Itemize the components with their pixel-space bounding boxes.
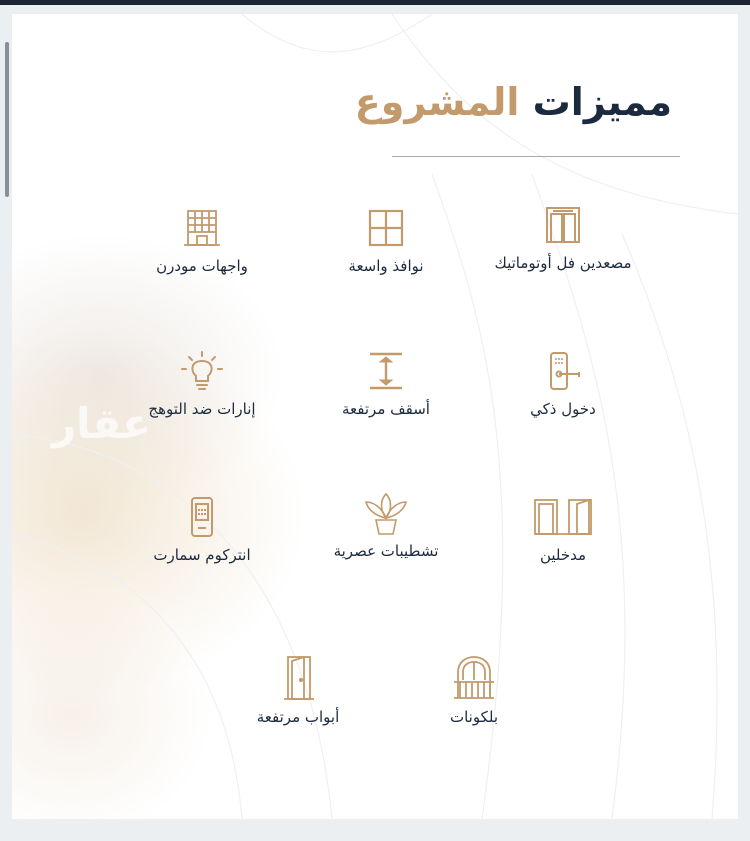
light-bulb-icon — [178, 350, 226, 394]
feature-label: إنارات ضد التوهج — [148, 400, 256, 418]
feature-anti-glare-lights — [102, 350, 302, 418]
feature-smart-intercom — [102, 496, 302, 564]
plant-pot-icon — [362, 492, 410, 536]
tall-door-icon — [274, 654, 322, 702]
feature-balconies — [374, 654, 574, 726]
feature-label: أسقف مرتفعة — [342, 400, 430, 418]
feature-elevators — [463, 204, 663, 272]
feature-label: بلكونات — [449, 708, 499, 726]
balcony-icon — [450, 654, 498, 702]
feature-label: نوافذ واسعة — [348, 257, 424, 275]
feature-label: مصعدين فل أوتوماتيك — [494, 254, 632, 272]
ceiling-height-icon — [362, 350, 410, 394]
smart-lock-icon — [539, 350, 587, 394]
intercom-icon — [178, 496, 226, 540]
feature-label: انتركوم سمارت — [153, 546, 251, 564]
feature-smart-entry — [463, 350, 663, 418]
feature-label: أبواب مرتفعة — [256, 708, 340, 726]
title-accent: المشروع — [354, 80, 520, 124]
feature-label: مدخلين — [539, 546, 587, 564]
features-card — [12, 14, 738, 819]
feature-label: دخول ذكي — [530, 400, 596, 418]
section-title — [355, 80, 672, 124]
elevator-icon — [539, 204, 587, 248]
building-facade-icon — [178, 207, 226, 251]
watermark-text: عقار — [52, 399, 151, 448]
feature-facades — [102, 207, 302, 275]
feature-label: واجهات مودرن — [156, 257, 248, 275]
feature-two-entrances — [463, 496, 663, 564]
top-bar — [0, 0, 750, 5]
feature-windows — [286, 207, 486, 275]
feature-high-ceilings — [286, 350, 486, 418]
window-icon — [362, 207, 410, 251]
feature-modern-finishes — [286, 492, 486, 560]
title-primary: مميزات — [532, 80, 672, 124]
feature-label: تشطيبات عصرية — [333, 542, 439, 560]
title-divider — [392, 156, 680, 157]
feature-tall-doors — [198, 654, 398, 726]
doors-icon — [531, 496, 595, 540]
scrollbar[interactable] — [5, 42, 9, 197]
